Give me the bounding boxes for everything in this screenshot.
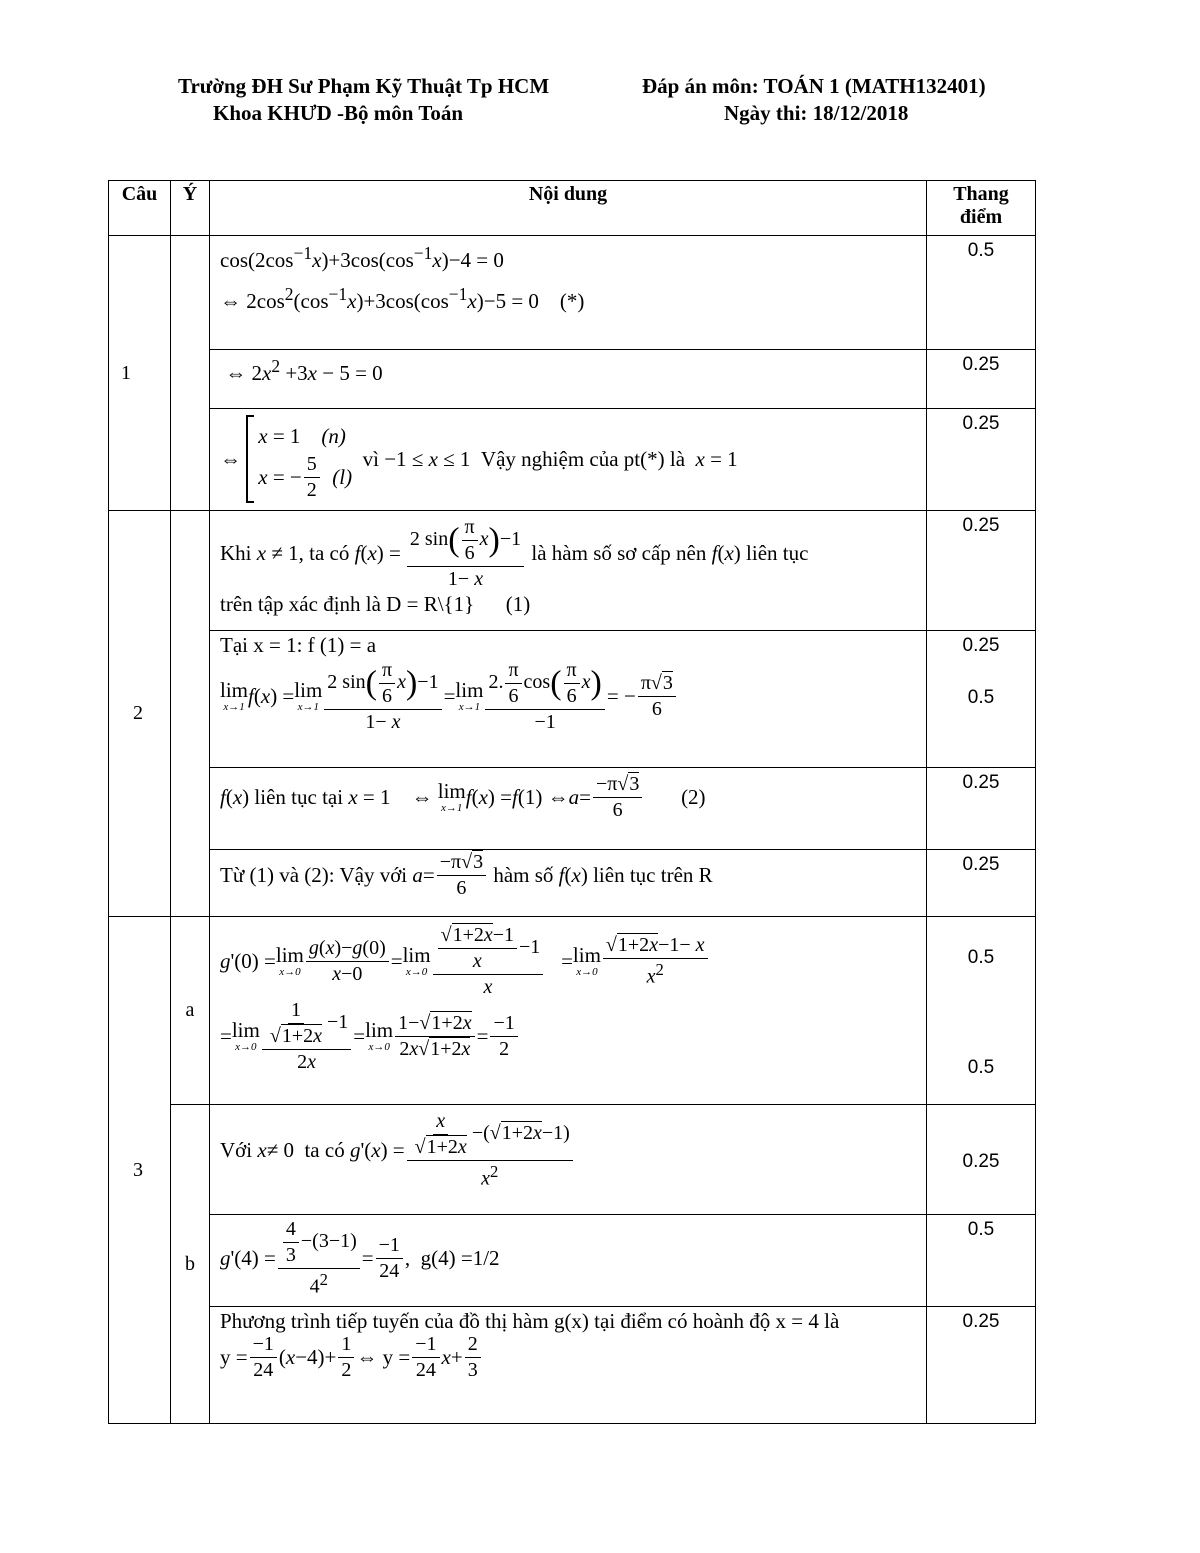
q1-step3-content	[210, 409, 927, 511]
q3b-step3-content	[210, 1307, 927, 1424]
root-n-label: (n)	[321, 423, 346, 448]
q1-equation-star: ⇔ $2\cos^2(\cos^{-1}x)+3\cos(\cos^{-1}x)-5 = 0$ (*)	[220, 284, 585, 313]
q2-score-4: 0.25	[927, 850, 1036, 917]
q3a-scores: 0.5 0.5	[927, 917, 1036, 1105]
answer-table	[108, 180, 1036, 1424]
q2-domain: trên tập xác định là D = R\{1} (1)	[220, 592, 531, 616]
table-row	[109, 1105, 1036, 1215]
table-row	[109, 1307, 1036, 1424]
col-score-header	[927, 181, 1036, 236]
table-row	[109, 1215, 1036, 1307]
col-cau-header: Câu	[109, 181, 171, 236]
table-row	[109, 917, 1036, 1105]
q2-function-def: Khi x ≠ 1 , ta có f ( x ) = 2 sin( $\frac{\pi}{6}$ x)−1 1− x là hàm số sơ cấp nên f ( x ) liên tục	[220, 516, 809, 590]
table-row	[109, 511, 1036, 631]
q3-part-a: a	[171, 917, 210, 1105]
score-header-line1: Thang	[953, 183, 1009, 205]
table-row	[109, 850, 1036, 917]
subject-title: Đáp án môn: TOÁN 1 (MATH132401)	[642, 74, 986, 98]
q3a-derivative-limit: g '(0) = lim x→0 g(x)−g(0) x−0 = lim x→0 $\frac{√1+2x-1}{x}$ −1 x = lim x→0 √1+2x−1− x $x^2$	[220, 925, 926, 998]
table-row	[109, 350, 1036, 409]
table-row	[109, 236, 1036, 350]
q3b-step1-content	[210, 1105, 927, 1215]
table-row	[109, 409, 1036, 511]
question-number-3: 3	[109, 917, 171, 1424]
root-l-label: (l)	[332, 464, 353, 489]
question-number-1: 1	[109, 236, 171, 511]
q3b-tangent-equation: y = −1 24 ( x −4)+ 1 2 ⇔ y = −1 24 x + 2 3	[220, 1334, 926, 1381]
q1-step2-content	[210, 350, 927, 409]
table-row	[109, 631, 1036, 768]
q2-limit-calc: lim x→1 f ( x ) = lim x→1 2 sin( $\frac{\pi}{6}$ x)−1 1− x = lim x→1 2. $\frac{\pi}{6}$ cos( $\frac{\pi}{6}$ x) −1 = − π√3 6	[220, 660, 926, 733]
table-header-row	[109, 181, 1036, 236]
q1-step1-content	[210, 236, 927, 350]
q3b-score-2: 0.5	[927, 1215, 1036, 1307]
q1-quadratic: ⇔ $2x^2 +3x - 5 = 0$	[220, 356, 383, 385]
score-header-line2: điểm	[959, 206, 1003, 228]
table-row	[109, 768, 1036, 850]
q3b-score-3: 0.25	[927, 1307, 1036, 1424]
q1-vi: vì	[362, 446, 379, 471]
q3a-result: = lim x→0 $\frac{1}{√1+2x}$ −1 2x = lim x→0 1−√1+2x 2x√1+2x = −1 2	[220, 1000, 926, 1073]
exam-date: Ngày thi: 18/12/2018	[724, 101, 909, 125]
faculty-name: Khoa KHƯD -Bộ môn Toán	[213, 101, 464, 125]
q3-part-b: b	[171, 1105, 210, 1424]
q1-score-2: 0.25	[927, 350, 1036, 409]
question-number-2: 2	[109, 511, 171, 917]
q3b-g4-values: g '(4) = $\frac{4}{3}$ −(3−1) $4^2$ = −1 24 , g(4) =1/2	[220, 1218, 500, 1298]
q1-roots: ⇔ x = 1 (n) x = − 5 2 (l) vì −1 ≤ x ≤ 1 Vậy nghiệm của pt(*) là x = 1	[220, 415, 926, 503]
q1-score-3: 0.25	[927, 409, 1036, 511]
q3b-score-1: 0.25	[927, 1105, 1036, 1215]
col-y-header: Ý	[171, 181, 210, 236]
q2-part-cell	[171, 511, 210, 917]
q1-conclusion: Vậy nghiệm của pt(*) là	[480, 446, 686, 471]
q2-step2-content	[210, 631, 927, 768]
school-name: Trường ĐH Sư Phạm Kỹ Thuật Tp HCM	[178, 74, 550, 98]
q2-conclusion: Từ (1) và (2): Vậy với a = −π√3 6 hàm số f ( x ) liên tục trên R	[220, 851, 713, 899]
q3b-derivative-formula: Với x ≠ 0 ta có g '( x ) = $\frac{x}{√1+2x}$ −(√1+2x−1) $x^2$	[220, 1111, 926, 1190]
q2-score-2: 0.25 0.5	[927, 631, 1036, 768]
q2-step1-content	[210, 511, 927, 631]
q2-step3-content	[210, 768, 927, 850]
q3b-tangent-intro: Phương trình tiếp tuyến của đồ thị hàm g(x) tại điểm có hoành độ x = 4 là	[220, 1309, 840, 1333]
q1-equation-original: $\cos(2\cos^{-1}x)+3\cos(\cos^{-1}x)-4 = 0$	[220, 243, 504, 272]
col-content-header: Nội dung	[210, 181, 927, 236]
q2-score-3: 0.25	[927, 768, 1036, 850]
q1-part-cell	[171, 236, 210, 511]
q3b-step2-content	[210, 1215, 927, 1307]
q1-score-1: 0.5	[927, 236, 1036, 350]
q3a-content	[210, 917, 927, 1105]
q2-f1-value: Tại x = 1: f (1) = a	[220, 633, 377, 657]
bracket-icon	[246, 415, 254, 503]
q2-step4-content	[210, 850, 927, 917]
q2-continuity-condition: f ( x ) liên tục tại x = 1 ⇔ lim x→1 f ( x ) = f (1) ⇔ a = −π√3 6 (2)	[220, 773, 706, 821]
q2-score-1: 0.25	[927, 511, 1036, 631]
